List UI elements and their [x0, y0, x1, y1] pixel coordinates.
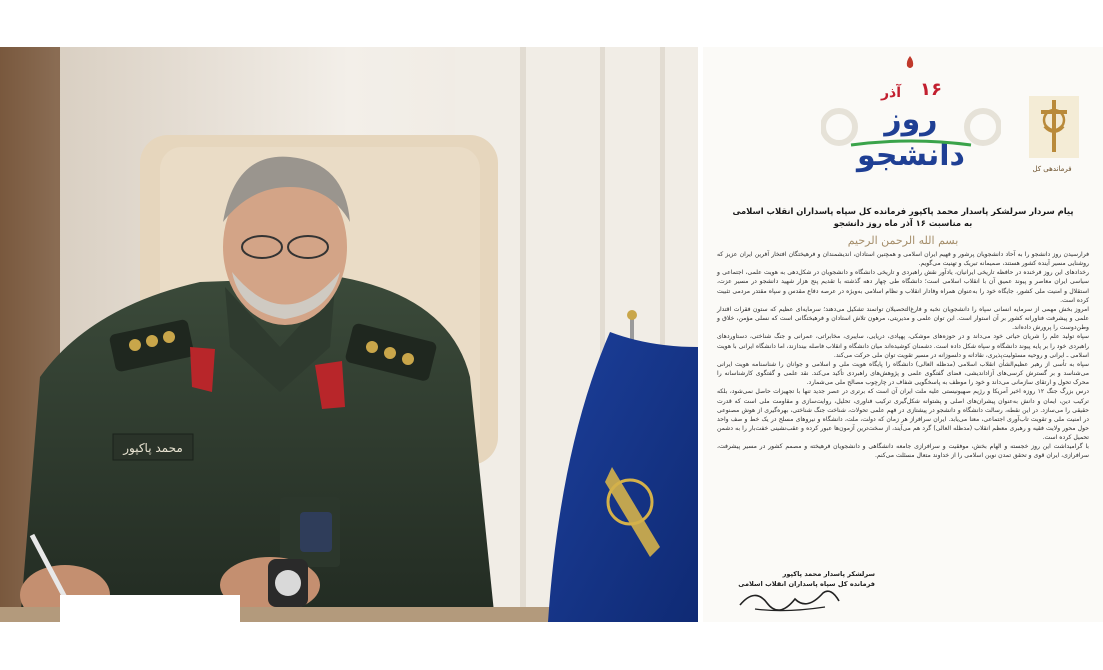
letter-panel [703, 47, 1103, 622]
photo-panel [0, 47, 698, 622]
letter-paragraph: سپاه تولید علم را شریان حیاتی خود می‌داند و در حوزه‌های موشکی، پهپادی، دریایی، سایبری، مخابراتی، عمرانی و جنگ شناختی، دستاوردهای راهبردی خود را بر پایه پیوند دانشگاه و سپاه شکل داده است. دشمنان کوشیده‌اند میان دانشگاه و انقلاب فاصله بیندازند، اما دانشگاه ایرانی با هویت اسلامی ـ ایرانی و روحیه مسئولیت‌پذیری، نقادانه و دلسوزانه در مسیر تقویت توان ملی حرکت می‌کند. [717, 333, 1089, 359]
headline-occasion: به مناسبت ۱۶ آذر ماه روز دانشجو [833, 218, 973, 228]
letter-paragraph: سپاه به تأسی از رهبر عظیم‌الشأن انقلاب اسلامی (مدظله العالی) دانشگاه را پایگاه هویت ملی و اسلامی و جوانان را شناسنامه هویت ایرانی می‌شناسد و بر گسترش کرسی‌های آزاداندیشی، فضای گفتگوی علمی و پژوهش‌های راهبردی تأکید می‌کند. نقد علمی و گفتگوی کارشناسانه را محرک تحول و ارتقای سازمانی می‌داند و خود را موظف به پاسخگویی شفاف در چارچوب مصالح ملی می‌شمارد. [717, 360, 1089, 387]
letter-paragraph: با گرامیداشت این روز خجسته و الهام بخش، موفقیت و سرافرازی جامعه دانشگاهی و دانشجویان فرهیخته و مصمم کشور در مسیر پیشرفت، سرافرازی، ایران قوی و تحقق تمدن نوین اسلامی را از خداوند متعال مسئلت می‌کنم. [717, 443, 1089, 460]
photo-commander-signing [0, 47, 698, 622]
title-line-1: روز [884, 102, 938, 137]
letter-paragraph: رخدادهای این روز فرخنده در حافظه تاریخی ایرانیان، یادآور نقش راهبردی و تاریخی دانشگاه و دانشجویان در شکل‌دهی به هویت علمی، اجتماعی و سیاسی ایران معاصر و پیوند عمیق آن با انقلاب اسلامی است؛ دانشگاه طی چهار دهه گذشته با تقدیم پنج هزار شهید دانشجو در مسیر عزت، استقلال و امنیت ملی کشور، جایگاه خود را به‌عنوان همراه وفادار انقلاب و نظام اسلامی به‌ویژه در عرصه دفاع مقدس و سپاه مقتدر مردمی تثبیت کرده است. [717, 269, 1089, 304]
letter-paragraph: امروز بخش مهمی از سرمایه انسانی سپاه را دانشجویان نخبه و فارغ‌التحصیلان توانمند تشکیل می‌دهند؛ سرمایه‌ای عظیم که ستون فقرات اقتدار علمی و پیشرفت فناورانه کشور بر آن استوار است. این توان علمی و مدیریتی، مرهون تلاش استادان و فرهیختگانی است که نسلی مؤمن، خلاق و وطن‌دوست را پرورش داده‌اند. [717, 305, 1089, 332]
emblem-caption: فرماندهی کل [1032, 165, 1072, 173]
title-day-number: ۱۶ [920, 79, 942, 100]
letter-banner [703, 47, 1103, 197]
letter-headlines [713, 205, 1093, 229]
irgc-emblem-icon [1023, 92, 1085, 162]
title-month: آذر [880, 85, 902, 101]
signature-name: سرلشکر پاسدار محمد پاکپور [782, 570, 875, 578]
name-tag: محمد پاکپور [123, 441, 183, 455]
signature-block [725, 569, 875, 589]
headline-sender: پیام سردار سرلشکر پاسدار محمد پاکپور فرمانده کل سپاه پاسداران انقلاب اسلامی [732, 206, 1074, 216]
student-day-title-art [821, 67, 1001, 177]
handwritten-signature [735, 583, 845, 615]
letter-paragraph: فرارسیدن روز دانشجو را به آحاد دانشجویان پرشور و فهیم ایران اسلامی و همچنین استادان، اندیشمندان و فرهیختگان افتخار آفرین ایران عزیز که روشنایی مسیر آینده کشور هستند، صمیمانه تبریک و تهنیت می‌گویم. [717, 251, 1089, 268]
signature-title: فرمانده کل سپاه پاسداران انقلاب اسلامی [738, 580, 875, 588]
basmala: بسم الله الرحمن الرحیم [847, 234, 959, 247]
letter-paragraph: درس بزرگ جنگ ۱۲ روزه اخیر آمریکا و رژیم صهیونیستی علیه ملت ایران آن است که برتری در عصر جدید تنها با تجهیزات حاصل نمی‌شود، بلکه ترکیب دین، ایمان و دانش به‌عنوان پیشران‌های اصلی و پشتوانه شکل‌گیری ترکیب فناوری، تحلیل، روایت‌سازی و مقاومت ملی است که قدرت حقیقی را می‌سازد. در این نقطه، رسالت دانشگاه و دانشجو در پیشتازی در فهم علمی تحولات، شناخت جنگ شناختی، بهره‌گیری از هوش مصنوعی در امنیت ملی و تقویت تاب‌آوری اجتماعی، معنا می‌یابد. ایران سرافراز هر زمان که دولت، ملت، دانشگاه و نیروهای مسلح در یک خط و صف واحد حول محور ولایت فقیه و رهبری معظم انقلاب (مدظله العالی) گرد هم می‌آیند، از سخت‌ترین آزمون‌ها عبور کرده و عقب‌نشینی خفت‌بار را به دشمن تحمیل کرده است. [717, 388, 1089, 442]
letter-body [717, 250, 1089, 562]
title-line-2: دانشجو [857, 138, 965, 173]
